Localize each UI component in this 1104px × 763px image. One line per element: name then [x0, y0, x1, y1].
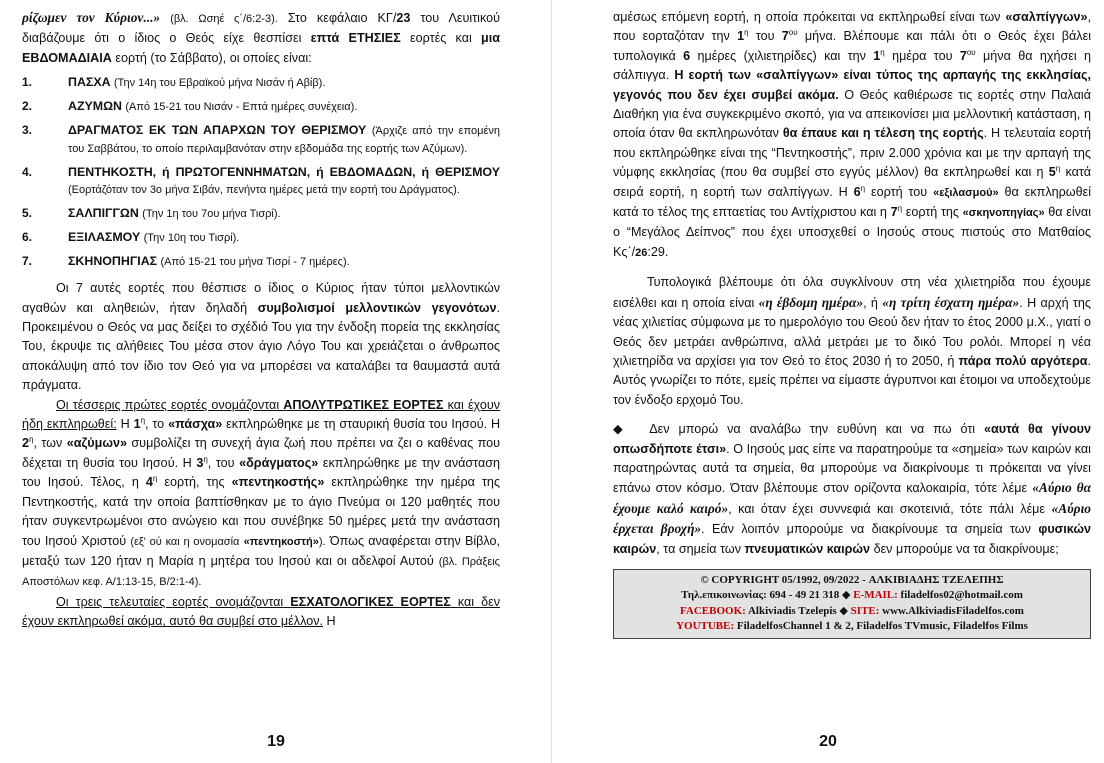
copyright-line: © COPYRIGHT 05/1992, 09/2022 - ΑΛΚΙΒΙΑΔΗΣ ΤΖΕΛΕΠΗΣ — [700, 573, 1004, 586]
paragraph-redemptive-feasts: Οι τέσσερις πρώτες εορτές ονομάζονται ΑΠΟΛΥΤΡΩΤΙΚΕΣ ΕΟΡΤΕΣ και έχουν ήδη εκπληρωθεί: Η $1^\eta$, το «πάσχα» εκπληρώθηκε με τη σταυρική θυσία του Ιησού. Η $2^\eta$, των «αζύμων» συμβολίζει τη συνεχή άγια ζωή που πρέπει να ζει ο καθένας που δέχεται τη θυσία του Ιησού. Η $3^\eta$, του «δράγματος» εκπληρώθηκε με την ανάσταση του Ιησού. Τέλος, η $4^\eta$ εορτή, της «πεντηκοστής» εκπληρώθηκε την ημέρα της Πεντηκοστής, κατά την οποία βαπτίσθηκαν με το άγιο Πνεύμα οι 120 μαθητές που ήταν συγκεντρωμένοι στο ανώγειο και που συνέβηκε 50 ημέρες μετά την ανάσταση του Ιησού Χριστού (εξ' ού και η ονομασία «πεντηκοστή»). Όπως αναφέρεται στην Βίβλο, μεταξύ των 120 ήταν η Μαρία η μητέρα του Ιησού και οι αδελφοί Αυτού (βλ. Πράξεις Αποστόλων κεφ. Α/1:13-15, Β/2:1-4). — [22, 397, 501, 589]
intro-paragraph: ρίζωμεν τον Κύριον...» (βλ. Ωσηέ ς΄/6:2-3). Στο κεφάλαιο ΚΓ/23 του Λευιτικού διαβάζουμε ότι ο ίδιος ο Θεός είχε θεσπίσει επτά ΕΤΗΣΙΕΣ εορτές και μια ΕΒΔΟΜΑΔΙΑΙΑ εορτή (το Σάββατο), οι οποίες είναι: — [22, 10, 501, 65]
page-number: 20 — [819, 733, 837, 750]
paragraph-trumpets: αμέσως επόμενη εορτή, η οποία πρόκειται να εκπληρωθεί είναι των «σαλπίγγων», που εορταζόταν την $1^\eta$ του $7^{o\upsilon}$ μήνα. Βλέπουμε και πάλι ότι ο Θεός έχει βάλει τυπολογικά 6 ημέρες (χιλιετηρίδες) και την $1^\eta$ ημέρα του $7^{o\upsilon}$ μήνα θα ηχήσει η σάλπιγγα. Η εορτή των «σαλπίγγων» είναι τύπος της αρπαγής της εκκλησίας, γεγονός που δεν έχει συμβεί ακόμα. Ο Θεός καθιέρωσε τις εορτές στην Παλαιά Διαθήκη για ένα συγκεκριμένο σκοπό, για να απεικονίσει μια μελλοντική κατάσταση, η οποία όταν θα εκπληρωνόταν θα έπαυε και η τέλεση της εορτής. Η τελευταία εορτή που εκπληρώθηκε είναι της “Πεντηκοστής”, πριν 2.000 χρόνια και με την αρπαγή της νύμφης εκκλησίας (που θα συμβεί στο εγγύς μέλλον) θα εκπληρωθεί και η $5^\eta$ κατά σειρά εορτή, η εορτή των σαλπίγγων. Η $6^\eta$ εορτή του «εξιλασμού» θα εκπληρωθεί κατά το τέλος της επταετίας του Αντίχριστου και η $7^\eta$ εορτή της «σκηνοπηγίας» θα είναι ο “Μεγάλος Δείπνος” που έχει υποσχεθεί ο Ιησούς στους πιστούς στο Ματθαίος Κς΄/26:29. — [613, 10, 1092, 259]
paragraph-eschatological-feasts: Οι τρεις τελευταίες εορτές ονομάζονται ΕΣΧΑΤΟΛΟΓΙΚΕΣ ΕΟΡΤΕΣ και δεν έχουν εκπληρωθεί ακόμα, αυτό θα συμβεί στο μέλλον. Η — [22, 594, 500, 629]
ref-acts: (βλ. Πράξεις Αποστόλων κεφ. Α/1:13-15, Β/2:1-4). — [22, 555, 500, 589]
page-20 — [552, 0, 1104, 763]
site-link[interactable]: www.AlkiviadisFiladelfos.com — [882, 604, 1024, 617]
right-column — [613, 8, 1091, 639]
list-item: 2. ΑΖΥΜΩΝ (Από 15-21 του Νισάν - Επτά ημέρες συνέχεια). — [22, 99, 358, 114]
left-column — [22, 8, 500, 632]
paragraph-symbolism: Οι 7 αυτές εορτές που θέσπισε ο ίδιος ο Κύριος ήταν τύποι μελλοντικών αγαθών και αληθειών, ήταν δηλαδή συμβολισμοί μελλοντικών γεγονότων. Προκειμένου ο Θεός να μας δείξει το σχέδιό Του για την ένδοξη πορεία της εκκλησίας Του, έκρυψε τις αλήθειες Του μέσα στον άγιο Λόγο Του και χρειάζεται ο άνθρωπος αποκάλυψη από τον ίδιο τον Θεό για να μπορέσει να καταλάβει τα θαυμαστά αυτά πράγματα. — [22, 281, 501, 393]
youtube-line: YOUTUBE: FiladelfosChannel 1 & 2, Filadelfos TVmusic, Filadelfos Films — [676, 620, 1028, 633]
feast-list — [22, 74, 500, 271]
list-item: 5. ΣΑΛΠΙΓΓΩΝ (Την 1η του 7ου μήνα Τισρί). — [22, 206, 281, 221]
paragraph-millennium: Τυπολογικά βλέπουμε ότι όλα συγκλίνουν στη νέα χιλιετηρίδα που έχουμε εισέλθει και η οποία είναι «η έβδομη ημέρα», ή «η τρίτη έσχατη ημέρα». Η αρχή της νέας χιλιετίας σύμφωνα με το ημερολόγιο του Θεού δεν ήταν το έτος 2000 μ.Χ., γιατί ο Θεός δεν μετράει ανθρώπινα, αλλά μετράει με το δικό Του ρολόι. Μπορεί η νέα χιλιετηρίδα να αρχίσει για τον Θεό το έτος 2030 ή το 2050, ή πάρα πολύ αργότερα. Αυτός γνωρίζει το πότε, εμείς πρέπει να είμαστε άγρυπνοι και έτοιμοι να υποδεχτούμε τον ένδοξο ερχομό Του. — [613, 275, 1091, 407]
list-item: 7. ΣΚΗΝΟΠΗΓΙΑΣ (Από 15-21 του μήνα Τισρί - 7 ημέρες). — [22, 254, 350, 269]
contact-line: Τηλ.επικοινωνίας: 694 - 49 21 318 ◆ E-MAIL: filadelfos02@hotmail.com — [681, 589, 1023, 602]
ref-hosea: (βλ. Ωσηέ ς΄/6:2-3). — [170, 13, 278, 25]
paragraph-signs: ◆ Δεν μπορώ να αναλάβω την ευθύνη και να πω ότι «αυτά θα γίνουν οπωσδήποτε έτσι». Ο Ιησούς μας είπε να παρατηρούμε τα «σημεία» των καιρών και παρατηρώντας αυτά τα σημεία, θα μπορούμε να διακρίνουμε τι πρόκειται να γίνει επάνω στον κόσμο. Όταν βλέπουμε στον ορίζοντα καλοκαιρία, τότε λέμε «Αύριο θα έχουμε καλό καιρό», και όταν έχει συννεφιά και σκοτεινιά, τότε πάλι λέμε «Αύριο έρχεται βροχή». Εάν λοιπόν μπορούμε να διακρίνουμε τα σημεία των φυσικών καιρών, τα σημεία των πνευματικών καιρών δεν μπορούμε να τα διακρίνουμε; — [613, 422, 1092, 556]
list-item: 6. ΕΞΙΛΑΣΜΟΥ (Την 10η του Τισρί). — [22, 230, 240, 245]
page-number: 19 — [267, 733, 285, 750]
email-link[interactable]: filadelfos02@hotmail.com — [900, 589, 1023, 602]
copyright-box — [613, 569, 1091, 639]
list-item: 1. ΠΑΣΧΑ (Την 14η του Εβραϊκού μήνα Νισάν ή Αβίβ). — [22, 75, 326, 90]
diamond-bullet-icon: ◆ — [613, 422, 623, 437]
quote-text: ρίζωμεν τον Κύριον...» — [22, 10, 161, 25]
list-item: 4. ΠΕΝΤΗΚΟΣΤΗ, ή ΠΡΩΤΟΓΕΝΝΗΜΑΤΩΝ, ή ΕΒΔΟΜΑΔΩΝ, ή ΘΕΡΙΣΜΟΥ (Εορτάζόταν τον 3ο μήνα Σιβάν, πενήντα ημέρες μετά την εορτή του Δράγματος). — [22, 165, 500, 197]
social-line: FACEBOOK: Alkiviadis Tzelepis ◆ SITE: www.AlkiviadisFiladelfos.com — [680, 604, 1024, 617]
list-item: 3. ΔΡΑΓΜΑΤΟΣ ΕΚ ΤΩΝ ΑΠΑΡΧΩΝ ΤΟΥ ΘΕΡΙΣΜΟΥ (Άρχιζε από την επομένη του Σαββάτου, το οποίο περιλαμβανόταν στην εβδομάδα της εορτής των Αζύμων). — [22, 123, 501, 156]
